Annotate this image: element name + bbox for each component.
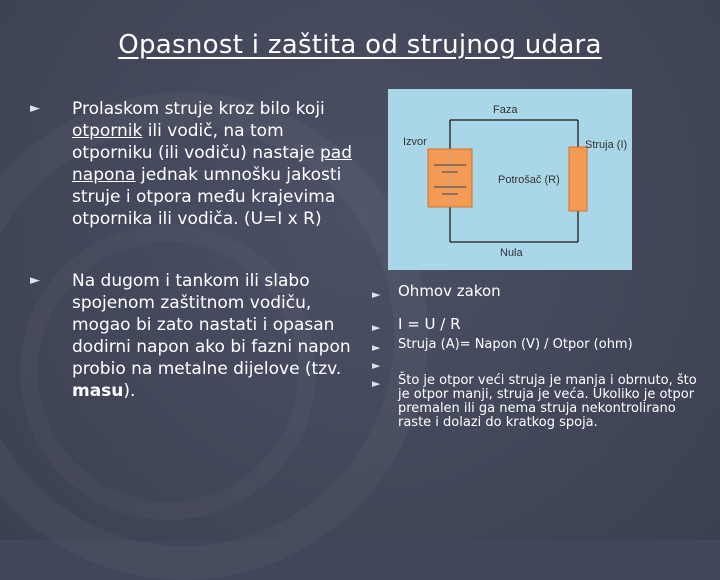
bullet-bold-text: masu	[72, 381, 124, 401]
bullet-item	[30, 98, 360, 230]
pad-napona-link[interactable]: pad napona	[72, 143, 353, 185]
label-struja: Struja (I)	[585, 139, 628, 151]
bullet-text: Struja (A)= Napon (V) / Otpor (ohm)	[398, 337, 633, 352]
bullet-item	[372, 338, 702, 352]
label-nula: Nula	[500, 247, 523, 259]
bullet-item	[372, 315, 702, 334]
bullet-arrow-icon: ►	[372, 359, 381, 372]
load-resistor	[569, 147, 587, 211]
formula-text: I = U / R	[398, 315, 461, 333]
left-bullet-list	[30, 98, 360, 402]
bullet-arrow-icon: ►	[30, 101, 40, 116]
bullet-arrow-icon: ►	[30, 273, 40, 288]
bullet-text: Prolaskom struje kroz bilo koji	[72, 99, 325, 119]
circuit-diagram	[388, 89, 632, 270]
bullet-arrow-icon: ►	[372, 341, 381, 354]
bullet-arrow-icon: ►	[372, 321, 381, 334]
label-potrosac: Potrošač (R)	[498, 174, 560, 186]
bullet-text: jednak umnošku jakosti struje i otpora među krajevima otpornika ili vodiča. (U=I x R)	[72, 165, 342, 229]
bullet-text: ).	[123, 381, 136, 401]
slide-title: Opasnost i zaštita od strujnog udara	[118, 30, 602, 60]
bullet-text: Što je otpor veći struja je manja i obrnuto, što je otpor manji, struja je veća. Ukoliko je otpor premalen ili ga nema struja nekontrolirano raste i dolazi do kratkog spoja.	[398, 373, 697, 430]
bullet-text: ili vodič, na tom otporniku (ili vodiču) nastaje	[72, 121, 321, 163]
label-faza: Faza	[493, 104, 518, 116]
label-izvor: Izvor	[403, 136, 427, 148]
bullet-text: Ohmov zakon	[398, 282, 501, 300]
bullet-text: Na dugom i tankom ili slabo spojenom zaštitnom vodiču, mogao bi zato nastati i opasan dodirni napon ako bi fazni napon probio na metalne dijelove (tzv.	[72, 271, 351, 379]
right-bullet-list	[372, 282, 702, 430]
bullet-item	[30, 270, 360, 402]
otpornik-link[interactable]: otpornik	[72, 121, 143, 141]
bullet-item-empty	[372, 356, 702, 370]
bullet-arrow-icon: ►	[372, 377, 381, 390]
bullet-item	[372, 282, 702, 301]
circuit-diagram-svg	[388, 89, 632, 270]
bullet-item	[372, 374, 702, 430]
bullet-arrow-icon: ►	[372, 288, 381, 301]
